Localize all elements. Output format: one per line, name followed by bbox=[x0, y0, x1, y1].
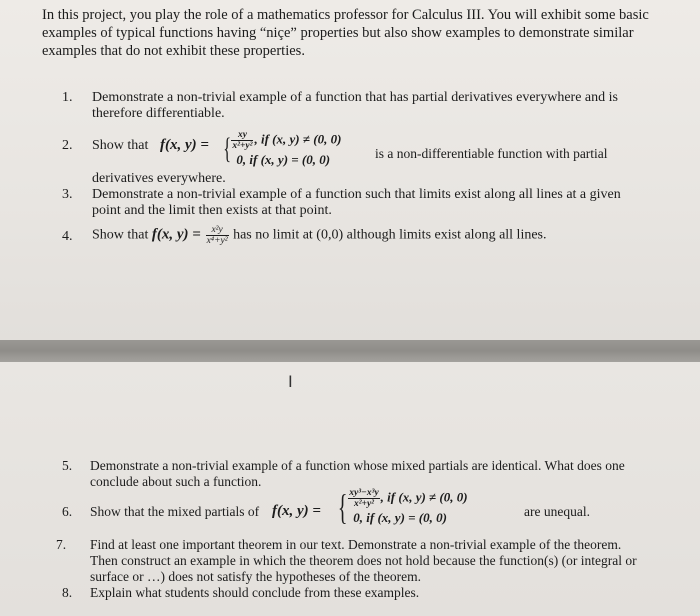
list-item-1 bbox=[62, 90, 647, 122]
item-trailing-text: are unequal. bbox=[524, 504, 590, 519]
page-divider-band bbox=[0, 340, 700, 362]
piecewise-function bbox=[334, 488, 468, 526]
item-number: 4. bbox=[62, 229, 73, 244]
item-number: 6. bbox=[62, 504, 73, 519]
item-trailing-text: is a non-differentiable function with partial bbox=[375, 146, 608, 161]
fraction-denominator: x²+y² bbox=[232, 141, 253, 151]
function-label: f(x, y) = bbox=[151, 226, 205, 243]
item-number: 5. bbox=[62, 458, 73, 473]
item-trailing-text: has no limit at (0,0) although limits exist along all lines. bbox=[229, 227, 547, 243]
fraction-denominator: x⁴+y² bbox=[206, 236, 228, 246]
fraction-numerator: x²y bbox=[206, 225, 229, 236]
list-item-4 bbox=[62, 225, 652, 246]
item-number: 2. bbox=[62, 138, 73, 153]
fraction bbox=[206, 225, 229, 246]
fraction-numerator: xy bbox=[231, 130, 253, 141]
item-text: Demonstrate a non-trivial example of a function that has partial derivatives everywhere and is therefore differentiable. bbox=[92, 90, 618, 121]
intro-paragraph: In this project, you play the role of a mathematics professor for Calculus III. You will exhibit some basic examples of typical functions having “niçe” properties but also show examples to demonstrate similar examples that do not exhibit these properties. bbox=[42, 7, 649, 59]
fraction-denominator: x²+y² bbox=[353, 499, 375, 509]
function-label: f(x, y) = bbox=[272, 503, 321, 519]
piecewise-function bbox=[220, 130, 341, 168]
left-brace: { bbox=[337, 487, 348, 527]
item-lead-text: Show that bbox=[92, 138, 149, 153]
list-item-2 bbox=[62, 130, 652, 187]
item-number: 7. bbox=[56, 537, 67, 552]
left-brace: { bbox=[223, 132, 232, 165]
case-2: 0, if (x, y) = (0, 0) bbox=[353, 510, 447, 525]
case-2: 0, if (x, y) = (0, 0) bbox=[236, 152, 331, 167]
item-text: Demonstrate a non-trivial example of a function whose mixed partials are identical. What does one conclude about such a function. bbox=[90, 458, 625, 489]
item-number: 3. bbox=[62, 187, 73, 202]
item-text: Explain what students should conclude from these examples. bbox=[90, 585, 420, 600]
fraction bbox=[348, 488, 379, 509]
function-label: f(x, y) = bbox=[160, 137, 209, 153]
list-item-6 bbox=[62, 486, 662, 534]
fraction bbox=[231, 130, 253, 151]
fraction-numerator: xy³−x³y bbox=[349, 488, 379, 498]
item-lead-text: Show that the mixed partials of bbox=[90, 504, 260, 519]
text-cursor-icon: I bbox=[288, 372, 293, 391]
list-item-8 bbox=[62, 585, 647, 601]
item-continuation-text: derivatives everywhere. bbox=[92, 171, 226, 186]
case-1: , if (x, y) ≠ (0, 0) bbox=[254, 131, 342, 147]
item-number: 1. bbox=[62, 90, 73, 105]
item-text: Find at least one important theorem in our text. Demonstrate a non-trivial example of the theorem. Then construct an example in which the theorem does not hold because the function(s) (or integral or surface or …) does not satisfy the hypotheses of the theorem. bbox=[90, 537, 637, 584]
item-text: Demonstrate a non-trivial example of a function such that limits exist along all lines at a given point and the limit then exists at that point. bbox=[92, 187, 621, 218]
case-1: , if (x, y) ≠ (0, 0) bbox=[380, 489, 468, 505]
item-lead-text: Show that bbox=[92, 227, 152, 243]
list-item-7 bbox=[56, 537, 647, 585]
list-item-3 bbox=[62, 187, 647, 219]
item-number: 8. bbox=[62, 585, 73, 600]
